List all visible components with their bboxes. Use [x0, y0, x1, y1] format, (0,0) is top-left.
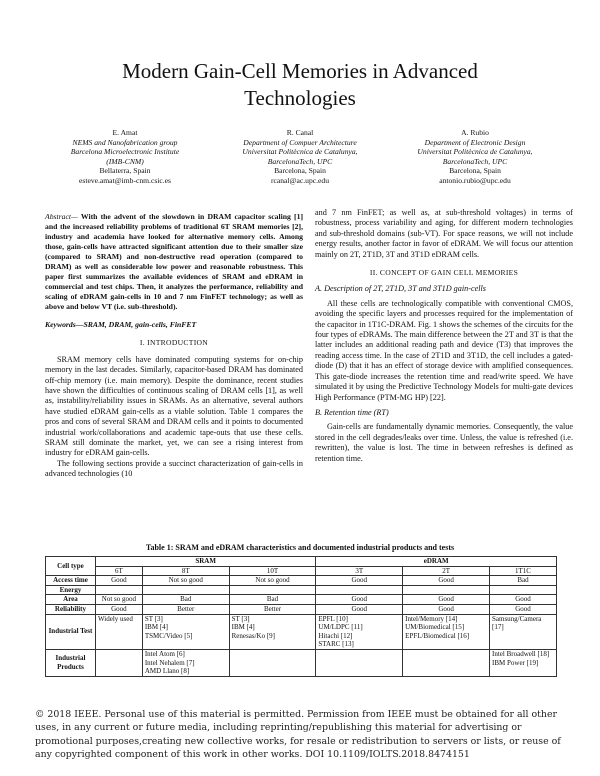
row-label: Access time	[46, 576, 96, 586]
author-name: A. Rubio	[461, 128, 489, 137]
cell-line: Hitachi [12]	[318, 631, 353, 640]
table-group-header-row	[46, 557, 557, 567]
table-header-cell: 10T	[229, 566, 316, 576]
cell-line: AMD Llano [8]	[144, 667, 190, 676]
table-cell: Better	[229, 604, 316, 614]
abstract	[45, 212, 303, 312]
abstract-text: With the advent of the slowdown in DRAM capacitor scaling [1] and the increased reliability problems of traditional 6T SRAM memories [2], industry and academia have looked for alternative memory cells. Among those, gain-cells have attracted significant attention due to their smaller size (compared to SRAM) and non-destructive read operation (compared to DRAM) as well as considerable low power and reasonable robustness. This paper first summarizes the available evidences of SRAM and eDRAM in commercial and test chips. Then, it analyzes the performance, reliability and scaling of eDRAM gain-cells in 10 and 7 nm FinFET technology; as well as above and below VT (i.e. sub-threshold).	[45, 212, 303, 311]
row-label: Industrial Test	[46, 614, 96, 649]
author-affiliation: BarcelonaTech, UPC	[442, 156, 508, 166]
author-affiliation: BarcelonaTech, UPC	[267, 156, 333, 166]
cell-line: Intel Nehalem [7]	[144, 658, 195, 667]
cell-line: Intel/Memory [14]	[405, 614, 458, 623]
table-cell	[95, 614, 142, 649]
table-sub-header-row	[46, 566, 557, 576]
cell-line: ST [3]	[144, 614, 163, 623]
table-cell: Not so good	[229, 576, 316, 586]
author-email[interactable]: esteve.amat@imb-cnm.csic.es	[79, 175, 171, 185]
author-affiliation: NEMS and Nanofabrication group	[72, 137, 178, 147]
table-row-industrial-test	[46, 614, 557, 649]
author-affiliation: (IMB-CNM)	[106, 156, 144, 166]
table-cell: Good	[403, 595, 490, 605]
table-cell	[403, 585, 490, 595]
table-cell	[95, 585, 142, 595]
author-affiliation: Barcelona Microelectronic Institute	[70, 147, 180, 157]
table-header-cell: 8T	[142, 566, 229, 576]
table-cell	[229, 585, 316, 595]
author-affiliation: Universitat Politècnica de Catalunya,	[417, 147, 533, 157]
cell-line: STARC [13]	[318, 640, 354, 649]
table-cell: Good	[95, 604, 142, 614]
table-row	[46, 585, 557, 595]
keywords: Keywords—SRAM, DRAM, gain-cells, FinFET	[45, 320, 197, 329]
subsection-heading-b: B. Retention time (RT)	[315, 407, 389, 417]
table-cell	[142, 649, 229, 676]
table-row	[46, 604, 557, 614]
table-cell: Good	[316, 604, 403, 614]
cell-line: Renesas/Ko [9]	[231, 631, 275, 640]
row-label: Energy	[46, 585, 96, 595]
table-cell: Good	[490, 595, 557, 605]
table-cell	[316, 614, 403, 649]
author-city: Barcelona, Spain	[449, 166, 501, 176]
author-city: Barcelona, Spain	[274, 166, 326, 176]
table-header-cell: 3T	[316, 566, 403, 576]
table-cell: Better	[142, 604, 229, 614]
table-cell: Bad	[229, 595, 316, 605]
table-header-cell: 2T	[403, 566, 490, 576]
intro-paragraph-1: SRAM memory cells have dominated computing systems for on-chip memory in the last decades. Similarly, capacitor-based DRAM has dominated off-chip memory (i.e. main memory). Despite the dominance, recent studies have shown the difficulties of continuous scaling of DRAM cells [1], as well as, instability/reliability issues in SRAMs. As an alternative, several authors have studied eDRAM gain-cells as a viable solution. Table 1 compares the pros and cons of several SRAM and DRAM cells and it points to documented industrial work/collaborations and academic tape-outs that use these cells. SRAM still dominate the market, yet, we can see a rising interest from industry for eDRAM gain-cells.	[45, 354, 303, 458]
copyright-notice: © 2018 IEEE. Personal use of this material is permitted. Permission from IEEE must be obtained for all other uses, in any current or future media, including reprinting/republishing this material for advertising or promotional purposes,creating new collective works, for resale or redistribution to servers or lists, or reuse of any copyrighted component of this work in other works. DOI 10.1109/IOLTS.2018.8474151	[35, 709, 561, 761]
author-email[interactable]: antonio.rubio@upc.edu	[439, 175, 511, 185]
right-paragraph-2: Gain-cells are fundamentally dynamic memories. Consequently, the value stored in the cell degrades/leaks over time. Unless, the value is refreshed (i.e. rewritten), the value is lost. The time in between refreshes is defined as retention time.	[315, 422, 573, 463]
cell-line: EPFL [10]	[318, 614, 348, 623]
cell-line: Widely used	[97, 614, 133, 623]
table-cell: Good	[490, 604, 557, 614]
cell-line: IBM Power [19]	[492, 658, 539, 667]
table-cell: Good	[95, 576, 142, 586]
right-column	[315, 208, 573, 464]
comparison-table	[45, 556, 557, 677]
table-cell: Good	[403, 604, 490, 614]
subsection-heading-a: A. Description of 2T, 2T1D, 3T and 3T1D gain-cells	[315, 284, 486, 294]
author-name: E. Amat	[112, 128, 138, 137]
cell-line: Samsung/Camera [17]	[492, 614, 542, 632]
section-heading-introduction: I. INTRODUCTION	[139, 338, 209, 348]
cell-line: Intel Broadwell [18]	[492, 649, 550, 658]
section-heading-concept: II. CONCEPT OF GAIN CELL MEMORIES	[369, 268, 519, 278]
left-column	[45, 212, 303, 480]
author-3	[390, 128, 560, 186]
cell-line: TSMC/Video [5]	[144, 631, 193, 640]
table-header-cell: 6T	[95, 566, 142, 576]
abstract-lead: Abstract—	[45, 212, 78, 221]
author-block	[40, 128, 560, 186]
cell-line: UM/LDPC [11]	[318, 623, 363, 632]
row-label: Industrial Products	[46, 649, 96, 676]
table-header-celltype: Cell type	[46, 557, 96, 576]
cell-line: ST [3]	[231, 614, 250, 623]
table-cell: Bad	[490, 576, 557, 586]
right-paragraph-0: and 7 nm FinFET; as well as, at sub-threshold voltages) in terms of robustness, process variability and aging, for different modern technologies and sub-threshold domains (sub-VT). For space reasons, we will not include energy results, another factor in favor of eDRAM. We will focus our attention mainly on 2T, 2T1D, 3T and 3T1D eDRAM cells.	[315, 208, 573, 259]
table-cell	[403, 614, 490, 649]
table-row	[46, 595, 557, 605]
row-label: Area	[46, 595, 96, 605]
author-1	[40, 128, 210, 186]
table-cell: Good	[316, 595, 403, 605]
table-cell: Good	[316, 576, 403, 586]
row-label: Reliability	[46, 604, 96, 614]
table-header-sram: SRAM	[95, 557, 315, 567]
cell-line: EPFL/Biomedical [16]	[405, 631, 470, 640]
table-cell	[403, 649, 490, 676]
table-cell	[490, 585, 557, 595]
table-cell: Not so good	[95, 595, 142, 605]
table-cell: Not so good	[142, 576, 229, 586]
table-row	[46, 576, 557, 586]
author-city: Bellaterra, Spain	[99, 166, 151, 176]
table-cell	[229, 614, 316, 649]
table-caption: Table 1: SRAM and eDRAM characteristics and documented industrial products and tests	[145, 543, 455, 552]
table-cell	[490, 649, 557, 676]
author-affiliation: Department of Compuer Architecture	[243, 137, 357, 147]
table-cell	[316, 585, 403, 595]
table-cell: Bad	[142, 595, 229, 605]
author-name: R. Canal	[286, 128, 314, 137]
table-cell	[229, 649, 316, 676]
title-line-2: Technologies	[244, 86, 356, 110]
cell-line: UM/Biomedical [15]	[405, 623, 465, 632]
table-cell	[316, 649, 403, 676]
table-header-edram: eDRAM	[316, 557, 557, 567]
author-affiliation: Department of Electronic Design	[424, 137, 526, 147]
right-paragraph-1: All these cells are technologically compatible with conventional CMOS, avoiding the specific layers and processes required for the implementation of the capacitor in 1T1C-DRAM. Fig. 1 shows the schemes of the circuits for the four types of eDRAMs. The main difference between the 2T and 3T is that the latter includes an additional reading path and device (T3) that improves the reading access time. In the case of 2T1D and 3T1D, the cell includes a gated-diode (D) that it has an effect of storage device with amplified consequences. This gate-diode increases the retention time and read/write speed. We have simulated it by using the Predictive Technology Models for multi-gate devices High Performance (PTM-MG HP) [22].	[315, 298, 573, 402]
cell-line: IBM [4]	[144, 623, 168, 632]
cell-line: IBM [4]	[231, 623, 255, 632]
intro-paragraph-2: The following sections provide a succinct characterization of gain-cells in advanced technologies (10	[45, 458, 303, 479]
paper-title	[0, 58, 600, 112]
author-affiliation: Universitat Politècnica de Catalunya,	[242, 147, 358, 157]
table-cell	[95, 649, 142, 676]
table-cell: Good	[403, 576, 490, 586]
table-cell	[142, 585, 229, 595]
table-header-cell: 1T1C	[490, 566, 557, 576]
table-cell	[490, 614, 557, 649]
table-cell	[142, 614, 229, 649]
table-row-industrial-products	[46, 649, 557, 676]
author-2	[215, 128, 385, 186]
title-line-1: Modern Gain-Cell Memories in Advanced	[122, 59, 478, 83]
author-email[interactable]: rcanal@ac.upc.edu	[270, 175, 329, 185]
cell-line: Intel Atom [6]	[144, 649, 185, 658]
